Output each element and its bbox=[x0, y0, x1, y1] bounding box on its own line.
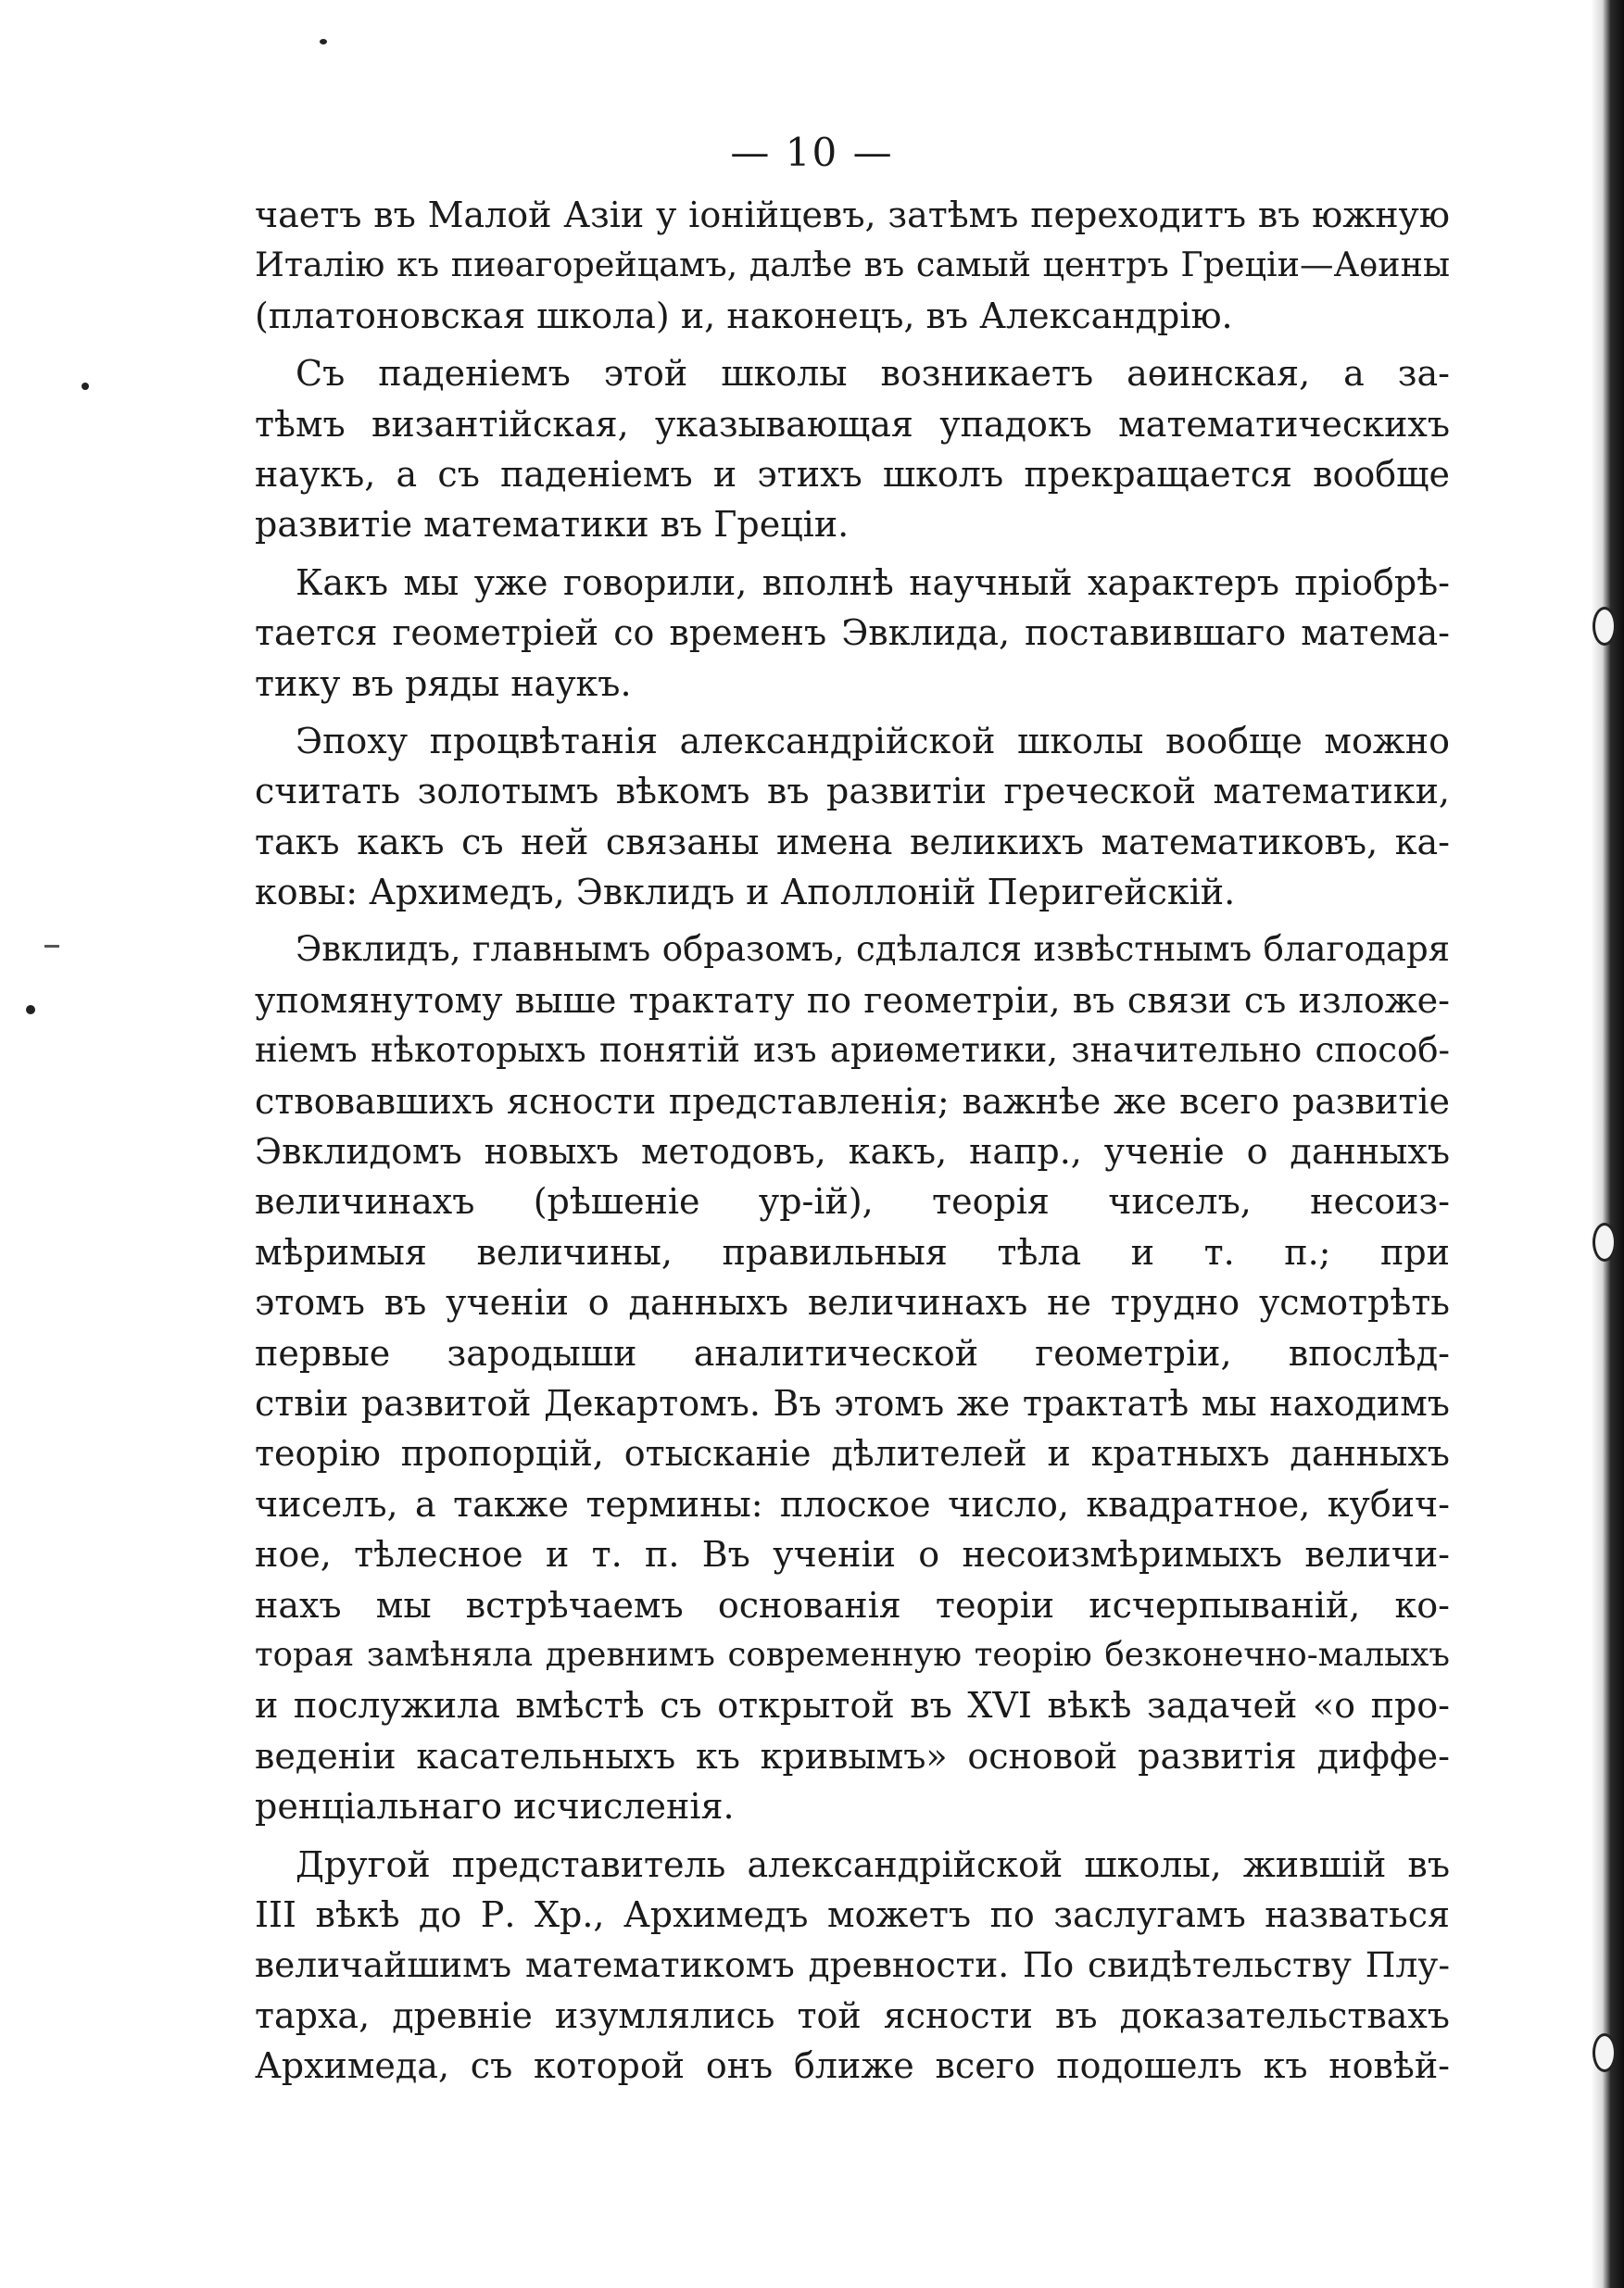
text-line: Съ паденіемъ этой школы возникаетъ аѳинская, а за- bbox=[296, 353, 1450, 395]
text-line: Какъ мы уже говорили, вполнѣ научный характеръ пріобрѣ- bbox=[296, 561, 1450, 603]
text-line: этомъ въ ученіи о данныхъ величинахъ не трудно усмотрѣть bbox=[255, 1282, 1450, 1324]
text-line: развитіе математики въ Греціи. bbox=[255, 504, 850, 546]
text-line: первые зародыши аналитической геометріи, впослѣд- bbox=[255, 1332, 1450, 1374]
paper-speck bbox=[26, 1005, 35, 1014]
page-number: — 10 — bbox=[730, 130, 894, 175]
text-line: тается геометріей со временъ Эвклида, поставившаго матема- bbox=[255, 612, 1450, 654]
text-line: считать золотымъ вѣкомъ въ развитіи греческой математики, bbox=[255, 771, 1450, 812]
text-line: ренціальнаго исчисленія. bbox=[255, 1786, 735, 1828]
text-line: упомянутому выше трактату по геометріи, въ связи съ изложе- bbox=[255, 979, 1450, 1021]
text-line: Другой представитель александрійской школы, жившій въ bbox=[296, 1843, 1450, 1885]
text-line: ніемъ нѣкоторыхъ понятій изъ ариѳметики, значительно способ- bbox=[255, 1030, 1450, 1071]
text-line: величинахъ (рѣшеніе ур-ій), теорія чиселъ, несоиз- bbox=[255, 1181, 1450, 1223]
text-line: веденіи касательныхъ къ кривымъ» основой развитія диффе- bbox=[255, 1735, 1450, 1777]
binding-edge bbox=[1591, 0, 1624, 2288]
text-line: Италію къ пиѳагорейцамъ, далѣе въ самый центръ Греціи—Аѳины bbox=[255, 245, 1450, 285]
text-line: мѣримыя величины, правильныя тѣла и т. п.; при bbox=[255, 1231, 1450, 1273]
paper-speck bbox=[82, 383, 89, 390]
text-line: наукъ, а съ паденіемъ и этихъ школъ прекращается вообще bbox=[255, 453, 1450, 495]
paper-speck bbox=[320, 39, 327, 44]
text-line: чиселъ, а также термины: плоское число, квадратное, кубич- bbox=[255, 1483, 1450, 1525]
text-line: нахъ мы встрѣчаемъ основанія теоріи исчерпываній, ко- bbox=[255, 1584, 1450, 1626]
text-line: ствовавшихъ ясности представленія; важнѣе же всего развитіе bbox=[255, 1080, 1450, 1122]
text-line: ковы: Архимедъ, Эвклидъ и Аполлоній Перигейскій. bbox=[255, 872, 1236, 913]
paragraph bbox=[255, 924, 1450, 1831]
text-line: тѣмъ византійская, указывающая упадокъ математическихъ bbox=[255, 403, 1450, 445]
text-line: Эвклидъ, главнымъ образомъ, сдѣлался извѣстнымъ благодаря bbox=[296, 929, 1450, 970]
text-line: тику въ ряды наукъ. bbox=[255, 662, 632, 704]
paragraph bbox=[255, 190, 1450, 341]
paper-mark bbox=[44, 945, 59, 948]
paragraph bbox=[255, 558, 1450, 709]
binding-ring bbox=[1593, 2033, 1617, 2072]
text-line: тарха, древніе изумлялись той ясности въ доказательствахъ bbox=[255, 1994, 1450, 2036]
text-line: чаетъ въ Малой Азіи у іонійцевъ, затѣмъ переходитъ въ южную bbox=[255, 195, 1450, 235]
paragraph bbox=[255, 1840, 1450, 2092]
text-line: величайшимъ математикомъ древности. По свидѣтельству Плу- bbox=[255, 1944, 1450, 1986]
text-line: (платоновская школа) и, наконецъ, въ Александрію. bbox=[255, 295, 1233, 336]
text-line: теорію пропорцій, отысканіе дѣлителей и кратныхъ данныхъ bbox=[255, 1433, 1450, 1475]
text-line: Эпоху процвѣтанія александрійской школы вообще можно bbox=[296, 720, 1450, 761]
text-line: и послужила вмѣстѣ съ открытой въ XVI вѣкѣ задачей «о про- bbox=[255, 1685, 1450, 1727]
text-line: ное, тѣлесное и т. п. Въ ученіи о несоизмѣримыхъ величи- bbox=[255, 1534, 1450, 1576]
binding-ring bbox=[1593, 607, 1617, 646]
paragraph bbox=[255, 348, 1450, 550]
text-line: Эвклидомъ новыхъ методовъ, какъ, напр., ученіе о данныхъ bbox=[255, 1131, 1450, 1173]
binding-ring bbox=[1593, 1223, 1617, 1262]
text-line: такъ какъ съ ней связаны имена великихъ математиковъ, ка- bbox=[255, 821, 1450, 862]
body-text bbox=[255, 190, 1450, 2091]
text-line: III вѣкѣ до Р. Хр., Архимедъ можетъ по заслугамъ назваться bbox=[255, 1893, 1450, 1935]
text-line: ствіи развитой Декартомъ. Въ этомъ же трактатѣ мы находимъ bbox=[255, 1382, 1450, 1424]
text-line: Архимеда, съ которой онъ ближе всего подошелъ къ новѣй- bbox=[255, 2045, 1450, 2087]
text-line: торая замѣняла древнимъ современную теорію безконечно-малыхъ bbox=[255, 1635, 1450, 1674]
paragraph bbox=[255, 716, 1450, 918]
